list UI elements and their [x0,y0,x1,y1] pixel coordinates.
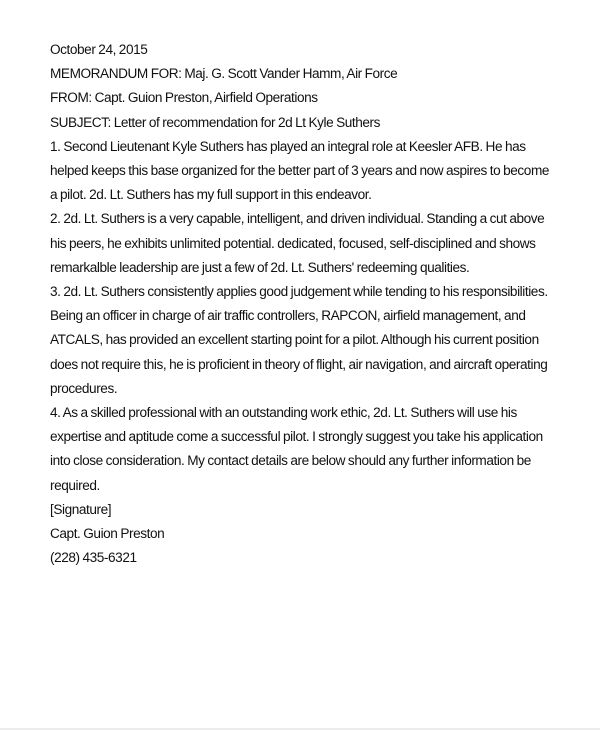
memo-paragraph-2: 2. 2d. Lt. Suthers is a very capable, intelligent, and driven individual. Standing a cut above his peers, he exhibits unlimited potential. dedicated, focused, self-disciplined and shows remarkalble leadership are just a few of 2d. Lt. Suthers' redeeming qualities. [50,211,545,276]
signer-name: Capt. Guion Preston [50,526,165,543]
memo-paragraph-1: 1. Second Lieutenant Kyle Suthers has played an integral role at Keesler AFB. He has helped keeps this base organized for the better part of 3 years and now aspires to become a pilot. 2d. Lt. Suthers has my full support in this endeavor. [50,138,550,204]
memo-date: October 24, 2015 [50,42,148,58]
memo-paragraph-3: 3. 2d. Lt. Suthers consistently applies good judgement while tending to his responsibilities. Being an officer in charge of air traffic controllers, RAPCON, airfield management, and ATCALS, has provided an excellent starting point for a pilot. Although his current position does not require this, he is proficient in theory of flight, air navigation, and aircraft operating procedures. [50,284,548,397]
memo-recipient-line: MEMORANDUM FOR: Maj. G. Scott Vander Hamm, Air Force [50,66,398,83]
memo-subject-line: SUBJECT: Letter of recommendation for 2d Lt Kyle Suthers [50,114,381,131]
memo-paragraph-4: 4. As a skilled professional with an outstanding work ethic, 2d. Lt. Suthers will use his expertise and aptitude come a successful pilot. I strongly suggest you take his application into close consideration. My contact details are below should any further information be required. [50,405,543,494]
memorandum-body [50,38,559,570]
signature-placeholder: [Signature] [50,501,112,518]
signer-phone: (228) 435-6321 [50,550,137,567]
memo-from-line: FROM: Capt. Guion Preston, Airfield Operations [50,90,318,107]
